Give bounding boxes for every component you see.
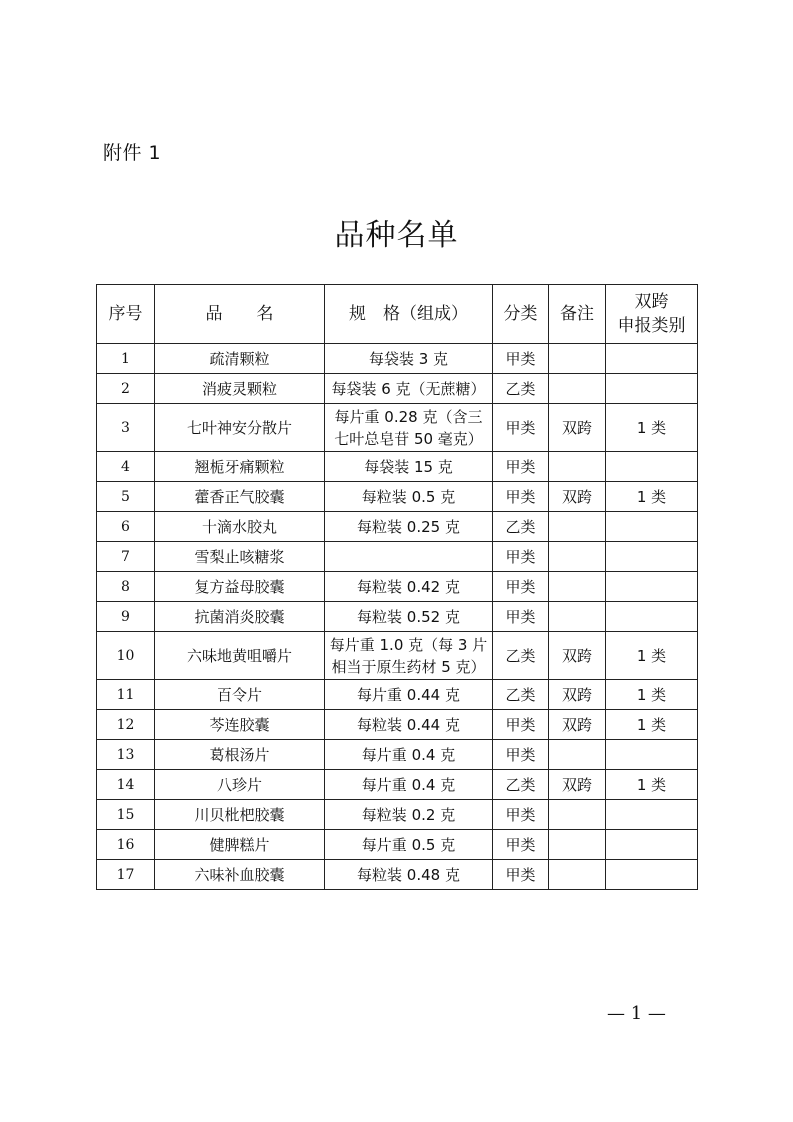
spec-text: 每粒装 0.5 克 [361,487,456,506]
cell-cross-category: 1 类 [606,404,698,452]
spec-text: 每粒装 0.42 克 [357,577,460,596]
cell-name: 十滴水胶丸 [155,512,325,542]
cell-spec [325,740,493,770]
cell-name: 抗菌消炎胶囊 [155,602,325,632]
cell-remark [549,860,606,890]
cell-remark: 双跨 [549,482,606,512]
cell-cross-category [606,374,698,404]
table-row [97,344,698,374]
table-row [97,404,698,452]
table-row [97,800,698,830]
cell-seq: 3 [97,404,155,452]
cell-spec [325,770,493,800]
cell-name: 八珍片 [155,770,325,800]
table-row [97,482,698,512]
cell-category: 甲类 [493,710,549,740]
variety-list-table [96,284,698,890]
cell-remark [549,830,606,860]
cell-seq: 4 [97,452,155,482]
header-remark: 备注 [549,285,606,344]
page-number: — 1 — [607,1003,666,1024]
cell-category: 甲类 [493,572,549,602]
spec-text: 每片重 1.0 克（每 3 片相当于原生药材 5 克） [329,635,488,676]
cell-seq: 15 [97,800,155,830]
cell-category: 甲类 [493,860,549,890]
cell-cross-category [606,542,698,572]
table-row [97,452,698,482]
cell-name: 芩连胶囊 [155,710,325,740]
header-cross-line2: 申报类别 [617,316,686,336]
cell-seq: 16 [97,830,155,860]
cell-spec [325,344,493,374]
cell-cross-category [606,830,698,860]
attachment-label: 附件 1 [103,142,162,164]
cell-seq: 10 [97,632,155,680]
cell-category: 甲类 [493,830,549,860]
cell-category: 乙类 [493,680,549,710]
cell-seq: 14 [97,770,155,800]
cell-spec [325,512,493,542]
cell-cross-category [606,572,698,602]
cell-name: 雪梨止咳糖浆 [155,542,325,572]
header-cross-line1: 双跨 [634,292,669,312]
cell-spec [325,572,493,602]
cell-category: 甲类 [493,542,549,572]
cell-remark [549,542,606,572]
table-row [97,602,698,632]
cell-spec [325,452,493,482]
spec-text: 每粒装 0.2 克 [361,805,456,824]
cell-name: 七叶神安分散片 [155,404,325,452]
cell-category: 甲类 [493,452,549,482]
cell-seq: 13 [97,740,155,770]
cell-spec [325,542,493,572]
cell-name: 川贝枇杷胶囊 [155,800,325,830]
cell-name: 藿香正气胶囊 [155,482,325,512]
cell-remark: 双跨 [549,710,606,740]
page-title: 品种名单 [334,218,459,253]
cell-cross-category: 1 类 [606,680,698,710]
cell-name: 健脾糕片 [155,830,325,860]
header-name: 品 名 [155,285,325,344]
cell-category: 乙类 [493,632,549,680]
cell-category: 甲类 [493,740,549,770]
cell-category: 甲类 [493,602,549,632]
cell-seq: 6 [97,512,155,542]
cell-seq: 7 [97,542,155,572]
spec-text: 每片重 0.28 克（含三七叶总皂苷 50 毫克） [334,407,483,448]
cell-cross-category: 1 类 [606,770,698,800]
cell-spec [325,860,493,890]
cell-seq: 1 [97,344,155,374]
cell-spec [325,602,493,632]
table-row [97,512,698,542]
header-category: 分类 [493,285,549,344]
cell-remark [549,512,606,542]
cell-name: 翘栀牙痛颗粒 [155,452,325,482]
table-row [97,710,698,740]
cell-spec [325,482,493,512]
table-row [97,680,698,710]
cell-remark [549,800,606,830]
cell-spec [325,830,493,860]
cell-name: 百令片 [155,680,325,710]
cell-name: 葛根汤片 [155,740,325,770]
cell-remark [549,374,606,404]
cell-name: 六味补血胶囊 [155,860,325,890]
spec-text: 每袋装 15 克 [364,457,453,476]
spec-text: 每片重 0.4 克 [361,775,456,794]
table-row [97,374,698,404]
cell-category: 甲类 [493,482,549,512]
cell-spec [325,404,493,452]
table-row [97,632,698,680]
spec-text: 每片重 0.5 克 [361,835,456,854]
table-row [97,830,698,860]
cell-name: 六味地黄咀嚼片 [155,632,325,680]
cell-remark: 双跨 [549,632,606,680]
table-header-row [97,285,698,344]
cell-spec [325,632,493,680]
cell-cross-category [606,512,698,542]
table-body [97,344,698,890]
cell-cross-category [606,740,698,770]
spec-text: 每袋装 3 克 [368,349,449,368]
header-seq: 序号 [97,285,155,344]
cell-category: 乙类 [493,512,549,542]
table-row [97,572,698,602]
header-cross-category [606,285,698,344]
cell-name: 疏清颗粒 [155,344,325,374]
spec-text: 每粒装 0.48 克 [357,865,460,884]
cell-seq: 5 [97,482,155,512]
cell-cross-category: 1 类 [606,632,698,680]
cell-remark [549,602,606,632]
cell-cross-category [606,344,698,374]
spec-text: 每片重 0.44 克 [357,685,460,704]
cell-spec [325,800,493,830]
spec-text: 每粒装 0.25 克 [357,517,460,536]
table-row [97,770,698,800]
cell-name: 消疲灵颗粒 [155,374,325,404]
cell-remark [549,572,606,602]
cell-remark: 双跨 [549,680,606,710]
cell-seq: 9 [97,602,155,632]
cell-remark [549,344,606,374]
cell-cross-category [606,860,698,890]
cell-category: 甲类 [493,800,549,830]
cell-category: 乙类 [493,374,549,404]
cell-category: 甲类 [493,404,549,452]
cell-spec [325,710,493,740]
cell-seq: 11 [97,680,155,710]
cell-cross-category [606,602,698,632]
table-row [97,860,698,890]
cell-remark [549,740,606,770]
spec-text: 每片重 0.4 克 [361,745,456,764]
cell-seq: 17 [97,860,155,890]
cell-remark [549,452,606,482]
cell-remark: 双跨 [549,770,606,800]
cell-name: 复方益母胶囊 [155,572,325,602]
cell-spec [325,374,493,404]
spec-text: 每粒装 0.44 克 [357,715,460,734]
cell-seq: 2 [97,374,155,404]
cell-spec [325,680,493,710]
spec-text: 每粒装 0.52 克 [357,607,460,626]
spec-text: 每袋装 6 克（无蔗糖） [331,379,486,398]
cell-category: 乙类 [493,770,549,800]
cell-seq: 12 [97,710,155,740]
cell-category: 甲类 [493,344,549,374]
table-row [97,740,698,770]
cell-cross-category [606,800,698,830]
cell-cross-category: 1 类 [606,710,698,740]
table-row [97,542,698,572]
header-spec: 规 格（组成） [325,285,493,344]
cell-cross-category: 1 类 [606,482,698,512]
cell-cross-category [606,452,698,482]
cell-remark: 双跨 [549,404,606,452]
cell-seq: 8 [97,572,155,602]
